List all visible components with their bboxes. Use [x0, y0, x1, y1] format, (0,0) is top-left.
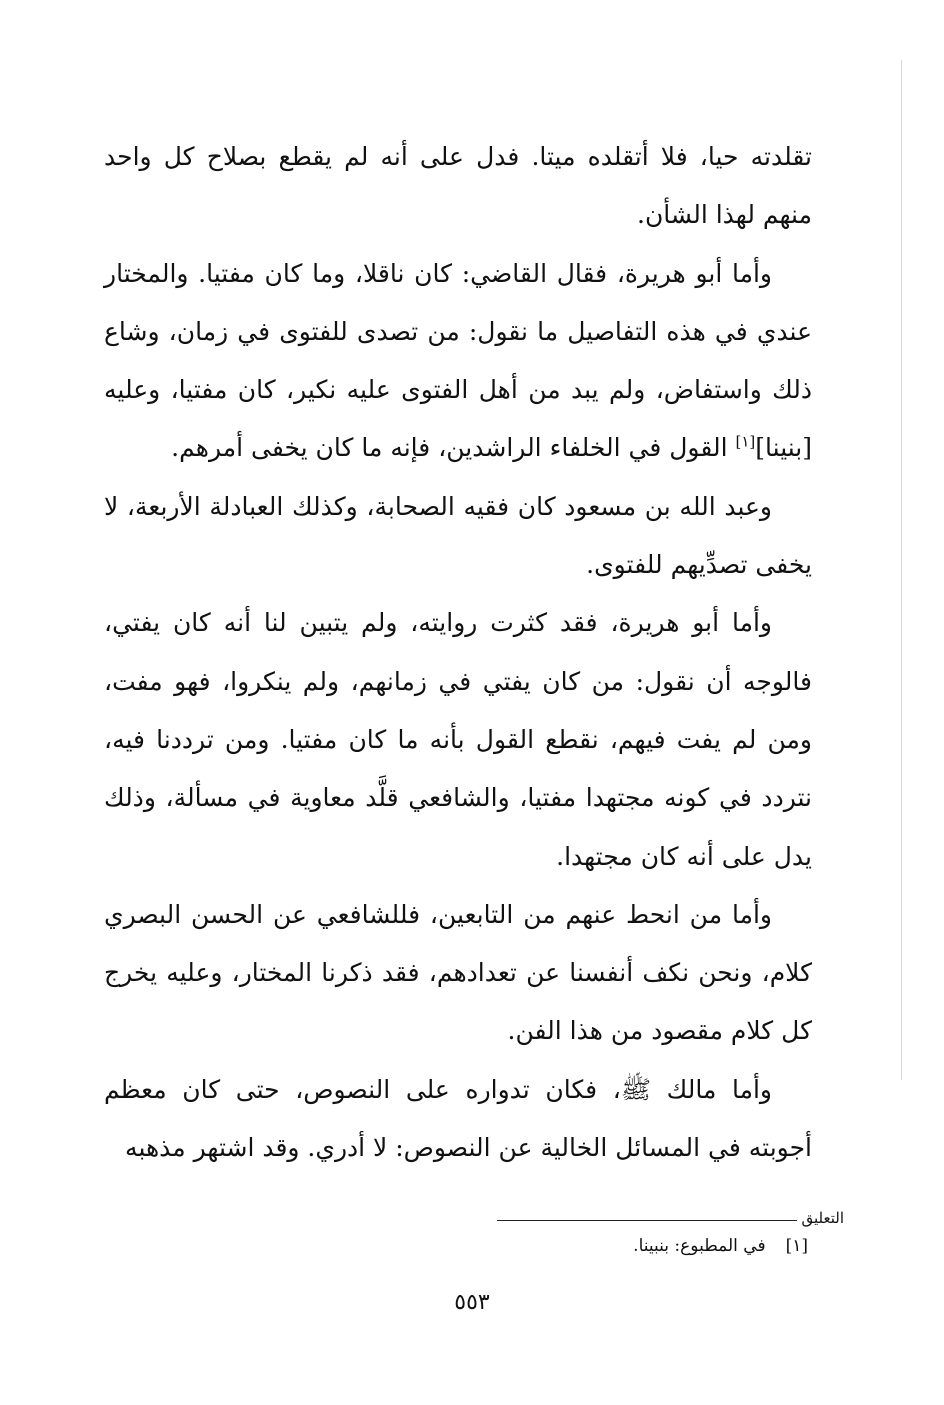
footnote-item — [104, 1234, 808, 1258]
paragraph — [104, 886, 812, 1061]
footnote-heading-row — [104, 1208, 844, 1228]
paragraph — [104, 245, 812, 478]
footnote-text: في المطبوع: بنبينا. — [633, 1236, 766, 1256]
page-edge-line — [901, 60, 902, 1080]
footnote-heading: التعليق — [801, 1209, 844, 1227]
paragraph — [104, 478, 812, 595]
paragraph — [104, 594, 812, 885]
paragraph-text: وأما أبو هريرة، فقد كثرت روايته، ولم يتبين لنا أنه كان يفتي، فالوجه أن نقول: من كان يفتي في زمانهم، ولم ينكروا، فهو مفت، ومن لم يفت فيهم، نقطع القول بأنه ما كان مفتيا. ومن ترددنا فيه، نتردد في كونه مجتهدا مفتيا، والشافعي قلَّد معاوية في مسألة، وذلك يدل على أنه كان مجتهدا. — [104, 608, 812, 871]
paragraph-text: وأما أبو هريرة، فقال القاضي: كان ناقلا، وما كان مفتيا. والمختار عندي في هذه التفاصيل ما نقول: من تصدى للفتوى في زمان، وشاع ذلك واستفاض، ولم يبد من أهل الفتوى عليه نكير، كان مفتيا، وعليه [بنينا] — [104, 258, 812, 463]
footnote-area — [104, 1208, 844, 1258]
paragraph-text: تقلدته حيا، فلا أتقلده ميتا. فدل على أنه لم يقطع بصلاح كل واحد منهم لهذا الشأن. — [104, 142, 812, 230]
paragraph — [104, 128, 812, 245]
footnote-marker: [١] — [785, 1236, 808, 1256]
paragraph — [104, 1061, 812, 1178]
footnote-reference: [١] — [735, 433, 756, 452]
paragraph-text: القول في الخلفاء الراشدين، فإنه ما كان يخفى أمرهم. — [171, 433, 736, 463]
main-text — [104, 128, 812, 1177]
footnote-rule — [497, 1220, 797, 1221]
paragraph-text: وأما من انحط عنهم من التابعين، فللشافعي عن الحسن البصري كلام، ونحن نكف أنفسنا عن تعدادهم، فقد ذكرنا المختار، وعليه يخرج كل كلام مقصود من هذا الفن. — [104, 899, 812, 1046]
page-number: ٥٥٣ — [454, 1290, 490, 1315]
paragraph-text: وأما مالك ﷺ، فكان تدواره على النصوص، حتى كان معظم أجوبته في المسائل الخالية عن النصوص: لا أدري. وقد اشتهر مذهبه — [104, 1074, 812, 1163]
paragraph-text: وعبد الله بن مسعود كان فقيه الصحابة، وكذلك العبادلة الأربعة، لا يخفى تصدِّيهم للفتوى. — [104, 491, 812, 580]
